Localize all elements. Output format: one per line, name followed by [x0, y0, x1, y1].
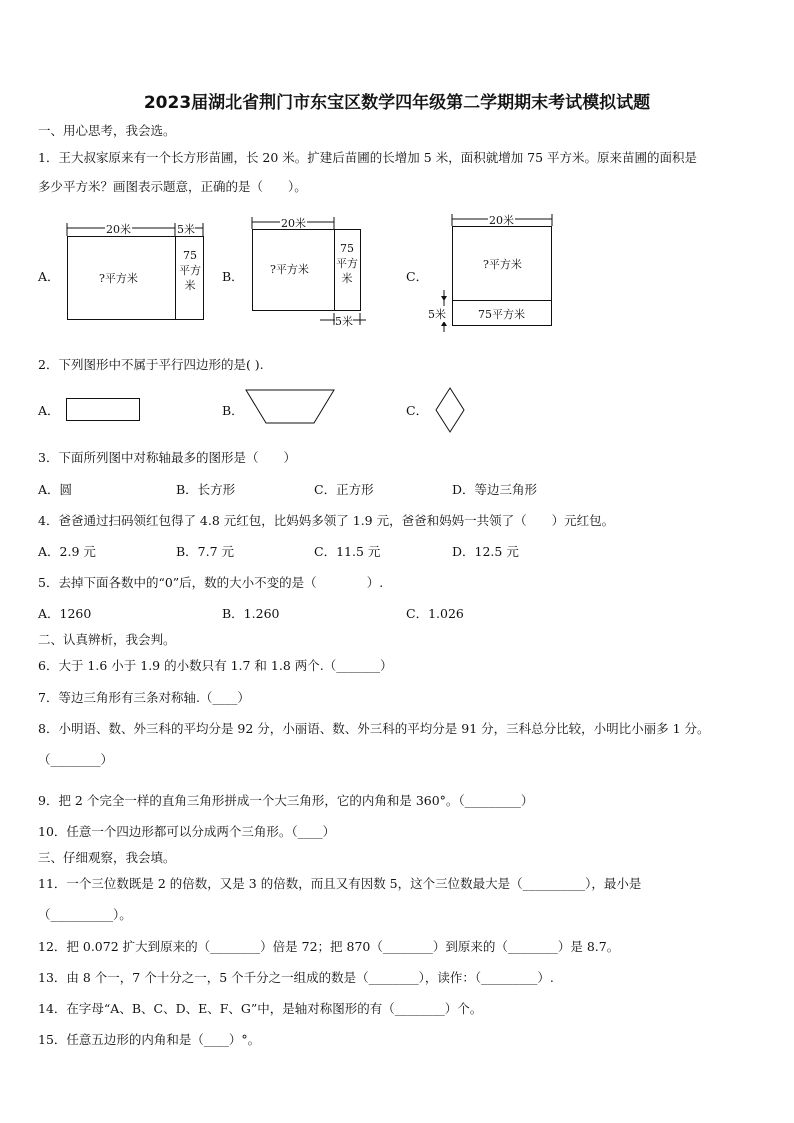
q1-figure-c: [428, 210, 556, 336]
q10-text: 10．任意一个四边形都可以分成两个三角形。（____）: [38, 824, 336, 839]
q5-text: 5．去掉下面各数中的“0”后，数的大小不变的是（ ）.: [38, 575, 384, 590]
q8-text-line2: （________）: [38, 752, 114, 767]
q4-option-c: C．11.5 元: [314, 544, 381, 559]
q7-text: 7．等边三角形有三条对称轴.（____）: [38, 690, 250, 705]
trapezoid-shape: [244, 389, 336, 425]
q5-option-c: C．1.026: [406, 606, 464, 621]
length-20-label: 20米: [281, 217, 306, 230]
q5-option-b: B．1.260: [222, 606, 280, 621]
q3-option-d: D．等边三角形: [452, 482, 538, 497]
length-20-label: 20米: [106, 223, 131, 236]
area-75-label: 75平方米: [179, 249, 201, 292]
q11-text-line2: （__________）。: [38, 907, 132, 922]
q8-text-line1: 8．小明语、数、外三科的平均分是 92 分，小丽语、数、外三科的平均分是 91 分，三科总分比较，小明比小丽多 1 分。: [38, 721, 710, 736]
q4-option-b: B．7.7 元: [176, 544, 235, 559]
q14-text: 14．在字母“A、B、C、D、E、F、G”中，是轴对称图形的有（________）个。: [38, 1001, 483, 1016]
q2-option-b-label: B．: [222, 403, 244, 418]
section-heading-3: 三、仔细观察，我会填。: [38, 850, 176, 865]
q1-figure-b: [248, 213, 380, 329]
length-5-label: 5米: [428, 308, 446, 321]
area-75-label: 75平方米: [478, 308, 525, 321]
q1-option-c-label: C．: [406, 269, 429, 284]
q1-figure-a: [65, 218, 205, 322]
q1-option-b-label: B．: [222, 269, 244, 284]
q1-text-line2: 多少平方米？画图表示题意，正确的是（ ）。: [38, 179, 307, 194]
rhombus-shape: [434, 387, 466, 433]
length-5-label: 5米: [335, 315, 353, 328]
section-heading-2: 二、认真辨析，我会判。: [38, 632, 176, 647]
length-20-label: 20米: [489, 214, 514, 227]
page-title: 2023届湖北省荆门市东宝区数学四年级第二学期期末考试模拟试题: [143, 93, 651, 113]
divider-line: [452, 300, 552, 301]
q11-text-line1: 11．一个三位数既是 2 的倍数，又是 3 的倍数，而且又有因数 5，这个三位数最大是（__________），最小是: [38, 876, 642, 891]
unknown-area-label: ?平方米: [483, 258, 522, 271]
q3-option-a: A．圆: [38, 482, 73, 497]
q2-option-c-label: C．: [406, 403, 429, 418]
length-5-label: 5米: [177, 223, 195, 236]
q3-text: 3．下面所列图中对称轴最多的图形是（ ）: [38, 450, 296, 465]
q1-text-line1: 1．王大叔家原来有一个长方形苗圃，长 20 米。扩建后苗圃的长增加 5 米，面积就增加 75 平方米。原来苗圃的面积是: [38, 150, 698, 165]
unknown-area-label: ?平方米: [99, 272, 138, 285]
q4-option-a: A．2.9 元: [38, 544, 96, 559]
q13-text: 13．由 8 个一，7 个十分之一，5 个千分之一组成的数是（________），读作：（_________）.: [38, 970, 554, 985]
q2-option-a-label: A．: [38, 403, 60, 418]
q2-text: 2．下列图形中不属于平行四边形的是( ).: [38, 357, 264, 372]
q5-option-a: A．1260: [38, 606, 92, 621]
area-75-label: 75平方米: [336, 242, 358, 285]
q3-option-b: B．长方形: [176, 482, 236, 497]
q3-option-c: C．正方形: [314, 482, 374, 497]
q1-option-a-label: A．: [38, 269, 60, 284]
unknown-area-label: ?平方米: [270, 263, 309, 276]
q4-text: 4．爸爸通过扫码领红包得了 4.8 元红包，比妈妈多领了 1.9 元，爸爸和妈妈一共领了（ ）元红包。: [38, 513, 615, 528]
q9-text: 9．把 2 个完全一样的直角三角形拼成一个大三角形，它的内角和是 360°。（_________）: [38, 793, 534, 808]
q6-text: 6．大于 1.6 小于 1.9 的小数只有 1.7 和 1.8 两个.（_______）: [38, 658, 393, 673]
q12-text: 12．把 0.072 扩大到原来的（________）倍是 72；把 870（________）到原来的（________）是 8.7。: [38, 939, 620, 954]
q15-text: 15．任意五边形的内角和是（____）°。: [38, 1032, 261, 1047]
q4-option-d: D．12.5 元: [452, 544, 519, 559]
rectangle-shape: [66, 398, 140, 421]
divider-line: [175, 236, 176, 320]
section-heading-1: 一、用心思考，我会选。: [38, 123, 176, 138]
